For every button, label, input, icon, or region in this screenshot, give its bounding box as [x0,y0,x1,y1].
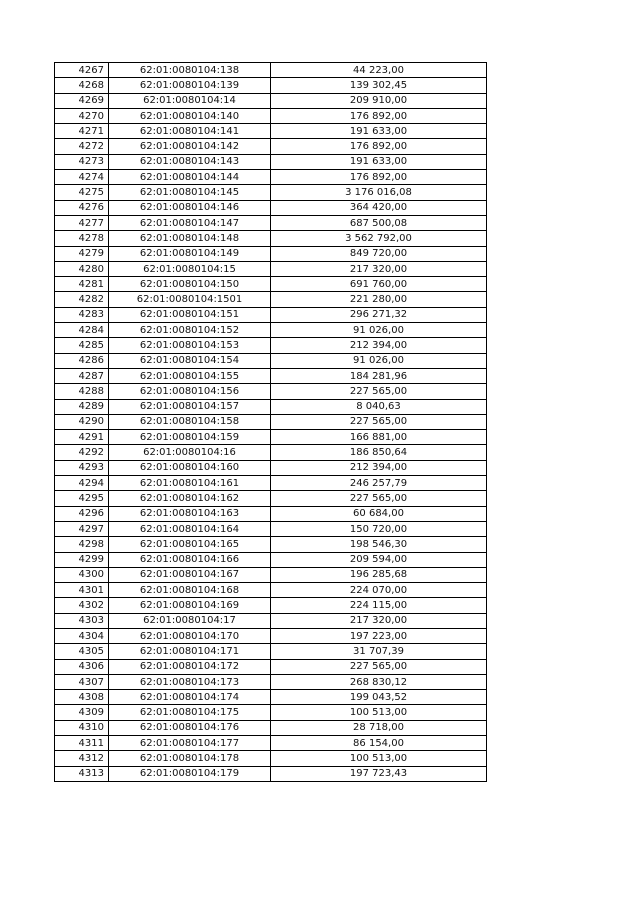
table-row [55,506,487,521]
cadastral-value: 28 718,00 [271,720,487,735]
table-row [55,476,487,491]
cadastral-value: 197 723,43 [271,766,487,781]
row-number: 4280 [55,261,109,276]
row-number: 4279 [55,246,109,261]
cadastral-value: 31 707,39 [271,644,487,659]
table-row [55,246,487,261]
table-row [55,368,487,383]
table-row [55,185,487,200]
cadastral-number: 62:01:0080104:145 [109,185,271,200]
cadastral-value: 86 154,00 [271,736,487,751]
table-row [55,154,487,169]
table-row [55,537,487,552]
row-number: 4303 [55,613,109,628]
table-row [55,292,487,307]
cadastral-number: 62:01:0080104:153 [109,338,271,353]
table-row [55,353,487,368]
cadastral-number: 62:01:0080104:159 [109,430,271,445]
cadastral-number: 62:01:0080104:151 [109,307,271,322]
table-row [55,215,487,230]
cadastral-number: 62:01:0080104:141 [109,124,271,139]
table-row [55,277,487,292]
cadastral-number: 62:01:0080104:167 [109,567,271,582]
row-number: 4304 [55,628,109,643]
row-number: 4277 [55,215,109,230]
row-number: 4274 [55,170,109,185]
cadastral-number: 62:01:0080104:173 [109,674,271,689]
cadastral-value-table [54,62,487,782]
row-number: 4299 [55,552,109,567]
cadastral-number: 62:01:0080104:147 [109,215,271,230]
table-row [55,720,487,735]
cadastral-value: 217 320,00 [271,613,487,628]
row-number: 4283 [55,307,109,322]
row-number: 4294 [55,476,109,491]
table-row [55,460,487,475]
cadastral-value: 268 830,12 [271,674,487,689]
cadastral-number: 62:01:0080104:164 [109,521,271,536]
cadastral-number: 62:01:0080104:140 [109,108,271,123]
cadastral-value: 3 176 016,08 [271,185,487,200]
row-number: 4307 [55,674,109,689]
cadastral-value: 199 043,52 [271,690,487,705]
table-row [55,521,487,536]
row-number: 4295 [55,491,109,506]
cadastral-value: 197 223,00 [271,628,487,643]
cadastral-number: 62:01:0080104:139 [109,78,271,93]
cadastral-number: 62:01:0080104:175 [109,705,271,720]
row-number: 4291 [55,430,109,445]
table-row [55,384,487,399]
table-row [55,108,487,123]
row-number: 4290 [55,414,109,429]
cadastral-value: 217 320,00 [271,261,487,276]
table-row [55,751,487,766]
cadastral-value: 691 760,00 [271,277,487,292]
table-row [55,598,487,613]
cadastral-value: 91 026,00 [271,323,487,338]
cadastral-number: 62:01:0080104:1501 [109,292,271,307]
row-number: 4313 [55,766,109,781]
row-number: 4276 [55,200,109,215]
row-number: 4292 [55,445,109,460]
row-number: 4288 [55,384,109,399]
cadastral-number: 62:01:0080104:179 [109,766,271,781]
cadastral-value: 227 565,00 [271,491,487,506]
table-row [55,736,487,751]
cadastral-number: 62:01:0080104:144 [109,170,271,185]
cadastral-value: 60 684,00 [271,506,487,521]
table-row [55,583,487,598]
row-number: 4267 [55,63,109,78]
row-number: 4272 [55,139,109,154]
cadastral-number: 62:01:0080104:146 [109,200,271,215]
row-number: 4287 [55,368,109,383]
row-number: 4281 [55,277,109,292]
cadastral-value: 212 394,00 [271,338,487,353]
cadastral-number: 62:01:0080104:169 [109,598,271,613]
row-number: 4302 [55,598,109,613]
cadastral-value: 8 040,63 [271,399,487,414]
cadastral-number: 62:01:0080104:17 [109,613,271,628]
table-row [55,414,487,429]
cadastral-value: 186 850,64 [271,445,487,460]
cadastral-value: 100 513,00 [271,751,487,766]
cadastral-value: 212 394,00 [271,460,487,475]
table-row [55,644,487,659]
row-number: 4284 [55,323,109,338]
cadastral-value: 227 565,00 [271,659,487,674]
table-row [55,552,487,567]
row-number: 4301 [55,583,109,598]
row-number: 4297 [55,521,109,536]
cadastral-number: 62:01:0080104:170 [109,628,271,643]
cadastral-value: 91 026,00 [271,353,487,368]
row-number: 4271 [55,124,109,139]
table-row [55,690,487,705]
row-number: 4289 [55,399,109,414]
row-number: 4312 [55,751,109,766]
row-number: 4270 [55,108,109,123]
table-row [55,170,487,185]
row-number: 4269 [55,93,109,108]
row-number: 4298 [55,537,109,552]
cadastral-value: 224 070,00 [271,583,487,598]
cadastral-number: 62:01:0080104:14 [109,93,271,108]
table-row [55,766,487,781]
row-number: 4286 [55,353,109,368]
cadastral-number: 62:01:0080104:176 [109,720,271,735]
cadastral-value: 184 281,96 [271,368,487,383]
row-number: 4285 [55,338,109,353]
cadastral-value: 227 565,00 [271,414,487,429]
table-row [55,567,487,582]
cadastral-number: 62:01:0080104:142 [109,139,271,154]
cadastral-value: 221 280,00 [271,292,487,307]
table-row [55,705,487,720]
cadastral-value: 227 565,00 [271,384,487,399]
row-number: 4293 [55,460,109,475]
cadastral-value: 44 223,00 [271,63,487,78]
row-number: 4282 [55,292,109,307]
row-number: 4278 [55,231,109,246]
table-row [55,93,487,108]
row-number: 4311 [55,736,109,751]
cadastral-value: 849 720,00 [271,246,487,261]
cadastral-number: 62:01:0080104:152 [109,323,271,338]
table-row [55,628,487,643]
table-row [55,445,487,460]
table-row [55,399,487,414]
table-row [55,307,487,322]
cadastral-number: 62:01:0080104:148 [109,231,271,246]
cadastral-number: 62:01:0080104:160 [109,460,271,475]
table-row [55,613,487,628]
row-number: 4300 [55,567,109,582]
cadastral-value: 198 546,30 [271,537,487,552]
cadastral-value: 224 115,00 [271,598,487,613]
table-row [55,78,487,93]
cadastral-value: 150 720,00 [271,521,487,536]
cadastral-number: 62:01:0080104:166 [109,552,271,567]
cadastral-number: 62:01:0080104:143 [109,154,271,169]
cadastral-value: 191 633,00 [271,124,487,139]
cadastral-value: 209 910,00 [271,93,487,108]
cadastral-number: 62:01:0080104:16 [109,445,271,460]
row-number: 4306 [55,659,109,674]
cadastral-value: 191 633,00 [271,154,487,169]
cadastral-number: 62:01:0080104:171 [109,644,271,659]
row-number: 4275 [55,185,109,200]
table-row [55,491,487,506]
cadastral-number: 62:01:0080104:157 [109,399,271,414]
table-row [55,231,487,246]
row-number: 4273 [55,154,109,169]
cadastral-value: 364 420,00 [271,200,487,215]
cadastral-value: 3 562 792,00 [271,231,487,246]
cadastral-number: 62:01:0080104:138 [109,63,271,78]
table-row [55,261,487,276]
cadastral-value: 166 881,00 [271,430,487,445]
row-number: 4309 [55,705,109,720]
cadastral-value: 176 892,00 [271,170,487,185]
row-number: 4305 [55,644,109,659]
cadastral-value: 687 500,08 [271,215,487,230]
row-number: 4310 [55,720,109,735]
table-row [55,200,487,215]
cadastral-value: 100 513,00 [271,705,487,720]
cadastral-number: 62:01:0080104:162 [109,491,271,506]
table-row [55,124,487,139]
cadastral-number: 62:01:0080104:154 [109,353,271,368]
table-row [55,338,487,353]
table-row [55,323,487,338]
cadastral-number: 62:01:0080104:15 [109,261,271,276]
cadastral-value: 176 892,00 [271,108,487,123]
cadastral-number: 62:01:0080104:163 [109,506,271,521]
table-row [55,430,487,445]
table-row [55,63,487,78]
cadastral-value: 176 892,00 [271,139,487,154]
cadastral-number: 62:01:0080104:168 [109,583,271,598]
cadastral-value: 196 285,68 [271,567,487,582]
table-body [55,63,487,782]
cadastral-value: 246 257,79 [271,476,487,491]
cadastral-number: 62:01:0080104:156 [109,384,271,399]
cadastral-number: 62:01:0080104:149 [109,246,271,261]
cadastral-number: 62:01:0080104:158 [109,414,271,429]
row-number: 4296 [55,506,109,521]
cadastral-number: 62:01:0080104:165 [109,537,271,552]
cadastral-number: 62:01:0080104:177 [109,736,271,751]
cadastral-value: 209 594,00 [271,552,487,567]
cadastral-value: 296 271,32 [271,307,487,322]
table-row [55,659,487,674]
cadastral-number: 62:01:0080104:150 [109,277,271,292]
cadastral-number: 62:01:0080104:178 [109,751,271,766]
cadastral-number: 62:01:0080104:155 [109,368,271,383]
table-row [55,674,487,689]
table-row [55,139,487,154]
cadastral-number: 62:01:0080104:161 [109,476,271,491]
row-number: 4268 [55,78,109,93]
cadastral-number: 62:01:0080104:174 [109,690,271,705]
row-number: 4308 [55,690,109,705]
cadastral-value: 139 302,45 [271,78,487,93]
cadastral-number: 62:01:0080104:172 [109,659,271,674]
